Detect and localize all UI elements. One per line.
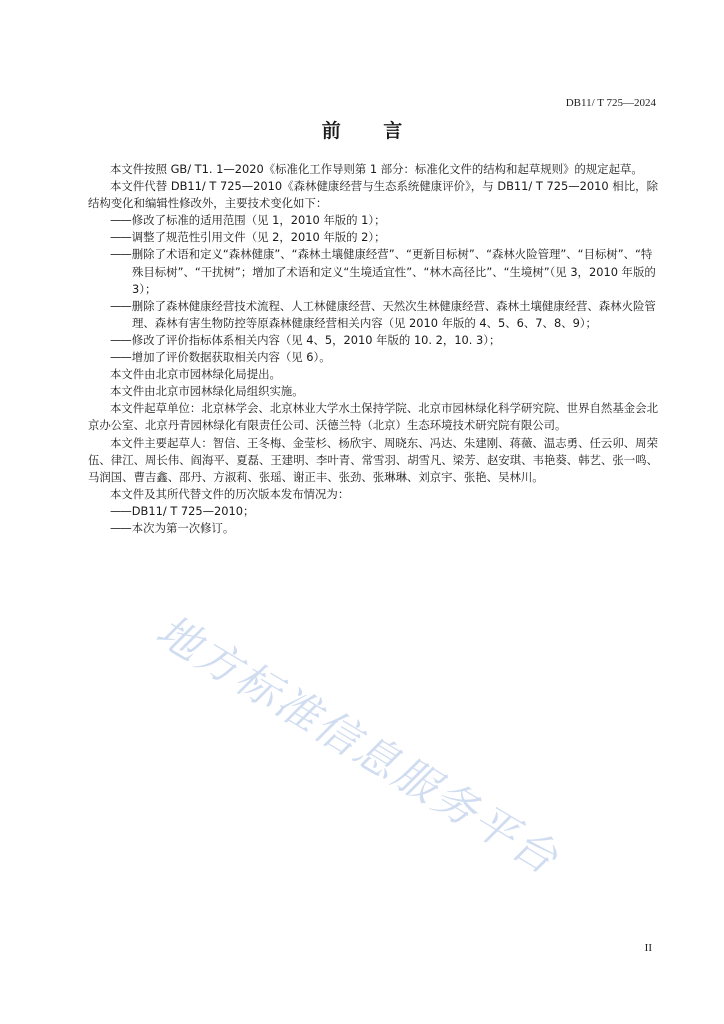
version-item: —— 本次为第一次修订。: [88, 520, 658, 537]
standard-code: DB11/ T 725—2024: [565, 97, 656, 109]
paragraph-replacement: 本文件代替 DB11/ T 725—2010《森林健康经营与生态系统健康评价》，与 DB11/ T 725—2010 相比，除结构变化和编辑性修改外，主要技术变化如下：: [88, 179, 658, 211]
version-item: —— DB11/ T 725—2010；: [88, 503, 658, 520]
page-title: 前 言: [321, 120, 421, 142]
paragraph-version-history: 本文件及其所代替文件的历次版本发布情况为：: [110, 486, 350, 501]
change-item: —— 删除了术语和定义“森林健康”、“森林土壤健康经营”、“更新目标树”、“森林火险管理”、“目标树”、“特殊目标树”、“干扰树”；增加了术语和定义“生境适宜性”、“林木高径比”、“生境树”（见 3，2010 年版的 3）；: [88, 246, 658, 297]
paragraph-drafting-units: 本文件起草单位：北京林学会、北京林业大学水土保持学院、北京市园林绿化科学研究院、世界自然基金会北京办公室、北京丹青园林绿化有限责任公司、沃德兰特（北京）生态环境技术研究院有限公司。: [88, 401, 658, 433]
change-item: —— 删除了森林健康经营技术流程、人工林健康经营、天然次生林健康经营、森林土壤健康经营、森林火险管理、森林有害生物防控等原森林健康经营相关内容（见 2010 年版的 4、5、6、7、8、9）；: [88, 298, 658, 332]
foreword-body: [88, 161, 658, 537]
page-number: II: [644, 942, 652, 954]
paragraph-drafters: 本文件主要起草人：智信、王冬梅、金莹杉、杨欣宇、周晓东、冯达、朱建刚、蒋薇、温志勇、任云卯、周荣伍、律江、周长伟、阎海平、夏磊、王建明、李叶青、常雪羽、胡雪凡、梁芳、赵安琪、韦艳葵、韩艺、张一鸣、马润国、曹吉鑫、邵丹、方淑莉、张瑶、谢正丰、张劲、张琳琳、刘京宇、张艳、吴林川。: [88, 435, 658, 484]
change-item: —— 增加了评价数据获取相关内容（见 6）。: [88, 349, 658, 366]
change-item: —— 调整了规范性引用文件（见 2，2010 年版的 2）；: [88, 229, 658, 246]
paragraph-implementer: 本文件由北京市园林绿化局组织实施。: [110, 384, 304, 399]
paragraph-drafting-basis: 本文件按照 GB/ T1. 1—2020《标准化工作导则第 1 部分：标准化文件的结构和起草规则》的规定起草。: [110, 162, 643, 176]
change-item: —— 修改了评价指标体系相关内容（见 4、5，2010 年版的 10. 2，10. 3）；: [88, 332, 658, 349]
change-item: —— 修改了标准的适用范围（见 1，2010 年版的 1）；: [88, 212, 658, 229]
paragraph-proposer: 本文件由北京市园林绿化局提出。: [110, 367, 281, 382]
watermark: 地方标准信息服务平台: [147, 605, 568, 886]
